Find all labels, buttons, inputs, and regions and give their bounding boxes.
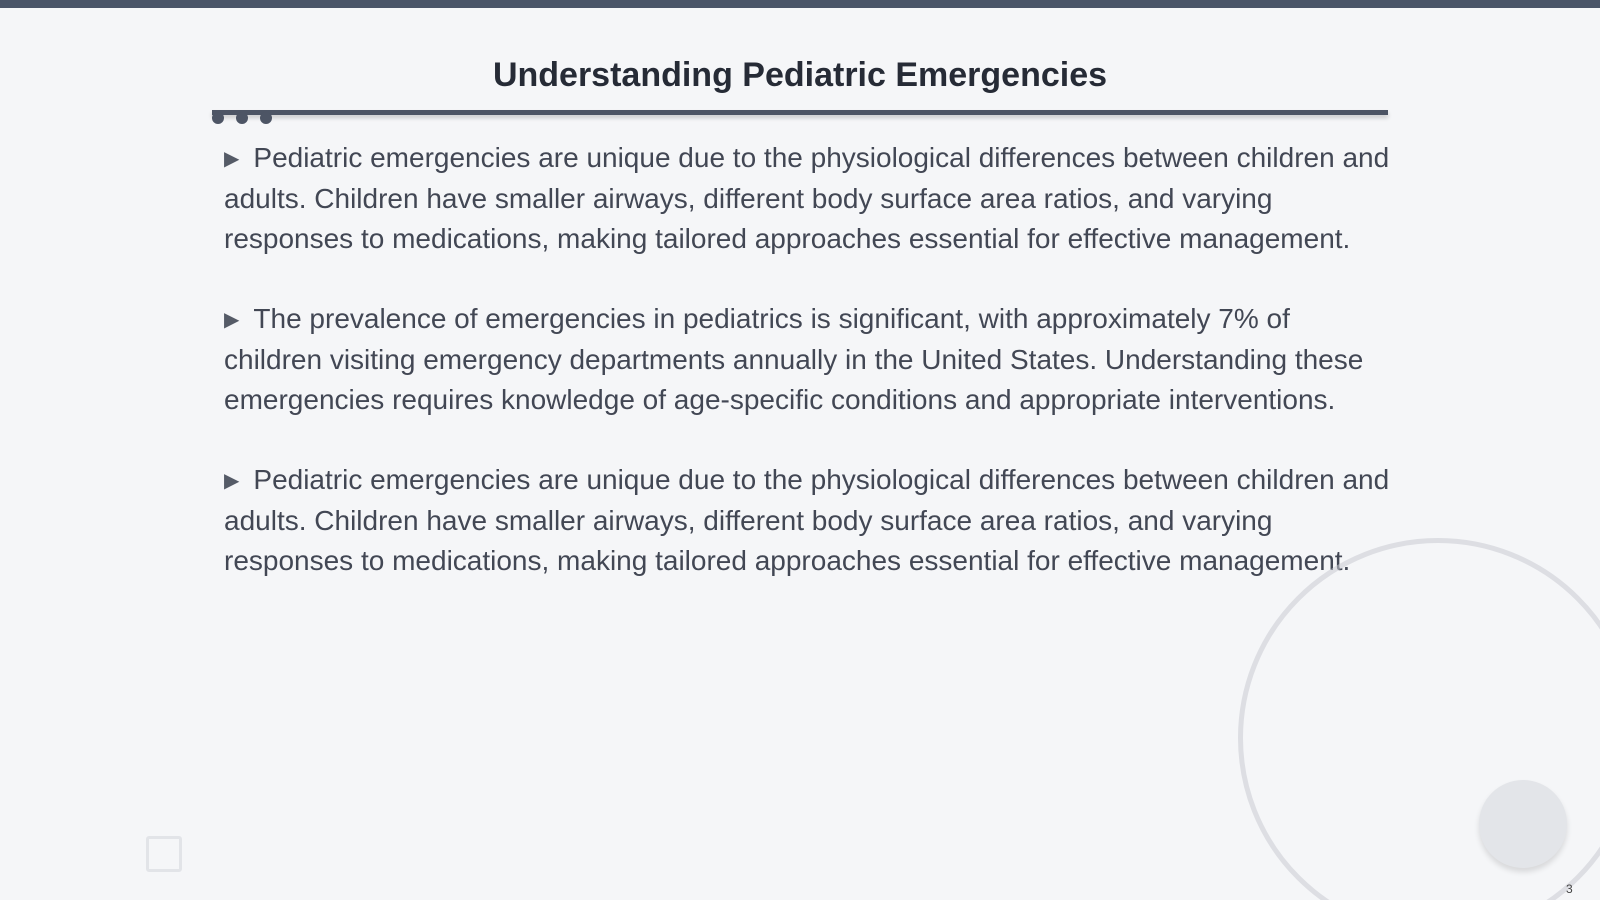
bullet-paragraph bbox=[224, 138, 1394, 259]
bullet-text: The prevalence of emergencies in pediatrics is significant, with approximately 7% of children visiting emergency departments annually in the United States. Understanding these emergencies requires knowledge of age-specific conditions and appropriate interventions. bbox=[224, 303, 1364, 415]
bullet-paragraph bbox=[224, 299, 1394, 420]
underline-dot bbox=[212, 112, 224, 124]
underline-dot bbox=[260, 112, 272, 124]
slide-content bbox=[224, 138, 1394, 621]
top-accent-bar bbox=[0, 0, 1600, 8]
decorative-circle bbox=[1479, 780, 1567, 868]
page-number: 3 bbox=[1566, 882, 1573, 896]
bullet-text: Pediatric emergencies are unique due to the physiological differences between children and adults. Children have smaller airways, different body surface area ratios, and varying responses to medications, making tailored approaches essential for effective management. bbox=[224, 142, 1390, 254]
bullet-paragraph bbox=[224, 460, 1394, 581]
decorative-square bbox=[146, 836, 182, 872]
slide-title: Understanding Pediatric Emergencies bbox=[492, 56, 1108, 94]
bullet-arrow-icon: ▶ bbox=[224, 470, 240, 492]
bullet-arrow-icon: ▶ bbox=[224, 309, 240, 331]
underline-dot bbox=[236, 112, 248, 124]
title-underline bbox=[212, 110, 1388, 115]
bullet-arrow-icon: ▶ bbox=[224, 148, 240, 170]
bullet-text: Pediatric emergencies are unique due to the physiological differences between children and adults. Children have smaller airways, different body surface area ratios, and varying responses to medications, making tailored approaches essential for effective management. bbox=[224, 464, 1390, 576]
